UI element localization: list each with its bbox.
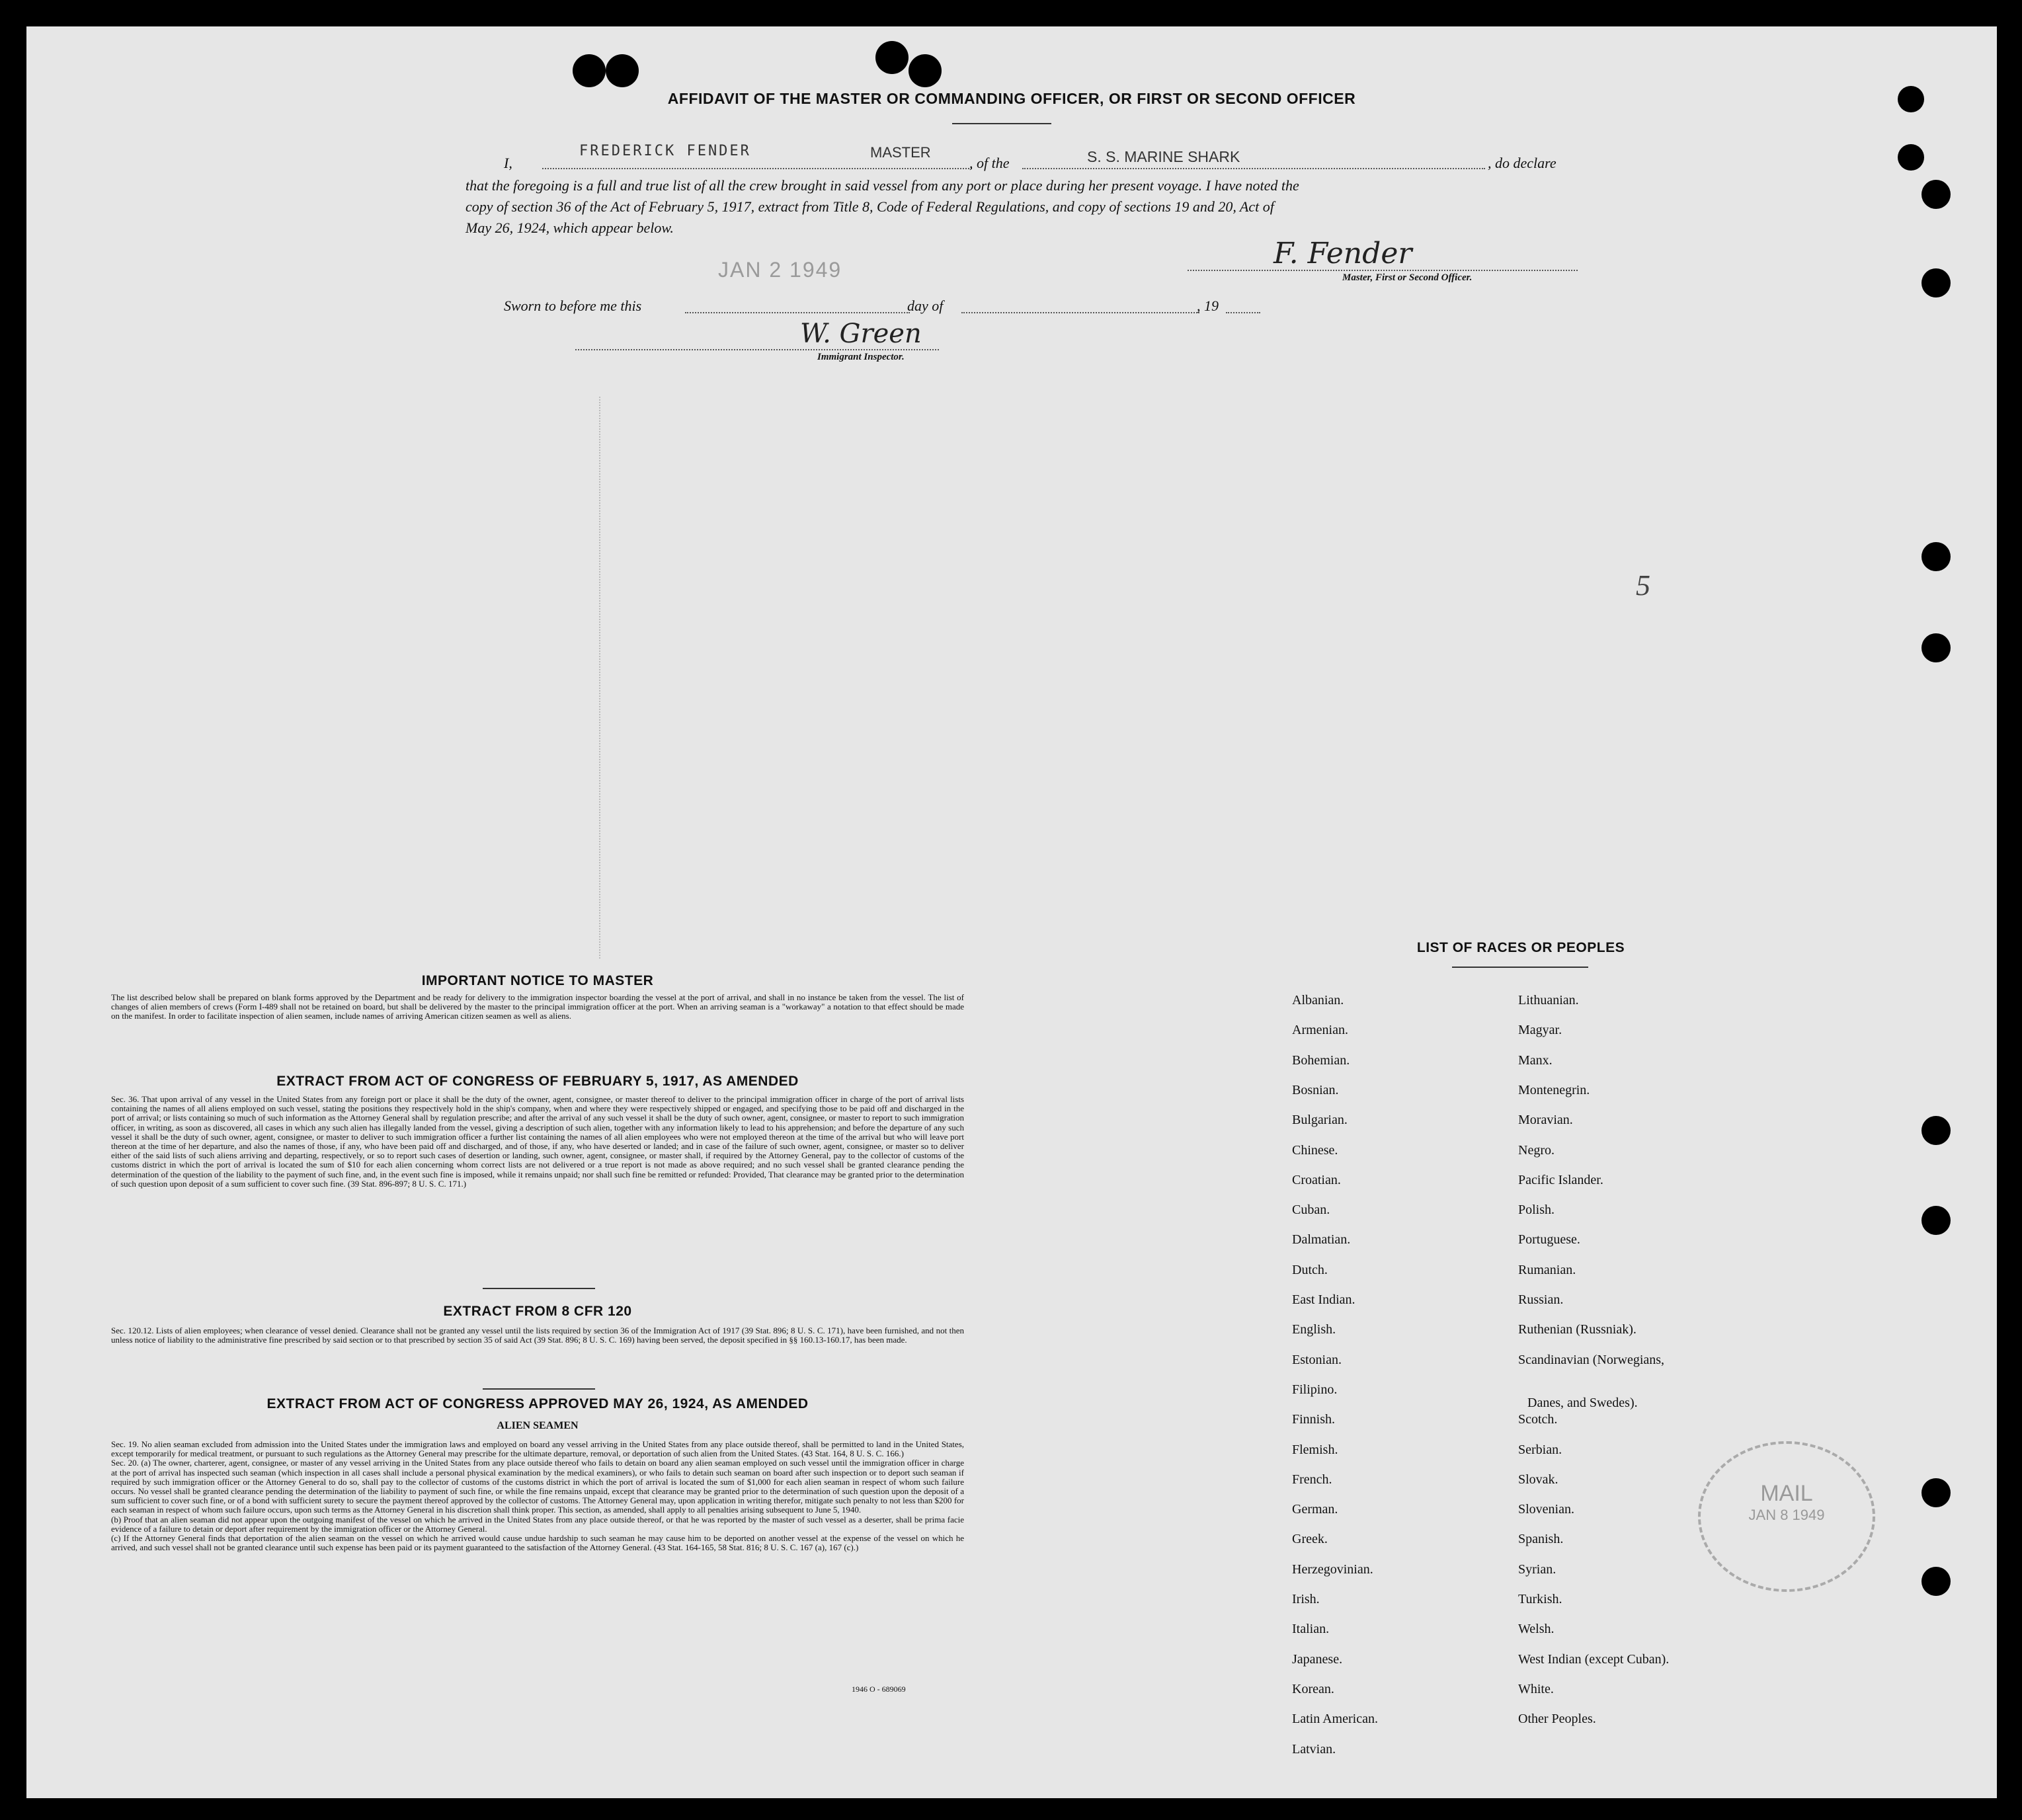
race-item: West Indian (except Cuban). <box>1518 1651 1670 1667</box>
race-item: Moravian. <box>1518 1113 1573 1128</box>
race-item: Irish. <box>1292 1592 1320 1606</box>
race-item: Danes, and Swedes). <box>1527 1395 1638 1410</box>
extract-cfr-body: Sec. 120.12. Lists of alien employees; when clearance of vessel denied. Clearance shall not be granted any vessel until the lists required by section 36 of the Immigration Act of 1917 (39 Stat. 896; 8 U. S. C. 171), have been furnished, and not then unless notice of liability to the administrative fine prescribed by said section or to that prescribed by section 35 of said Act (39 Stat. 896; 8 U. S. C. 169) having been served, the deposit specified in §§ 160.13-160.17, has been made. <box>111 1325 964 1345</box>
race-item: Manx. <box>1518 1052 1553 1068</box>
race-item: Pacific Islander. <box>1518 1172 1603 1187</box>
punch-hole <box>573 54 606 87</box>
race-item: Bosnian. <box>1292 1082 1339 1097</box>
divider <box>483 1388 595 1390</box>
race-item: Estonian. <box>1292 1352 1342 1367</box>
race-item: Armenian. <box>1292 1023 1348 1038</box>
race-item: Chinese. <box>1292 1142 1338 1158</box>
race-item: Serbian. <box>1518 1442 1562 1457</box>
sworn-month-line <box>961 312 1199 313</box>
notice-body: The list described below shall be prepared on blank forms approved by the Department and be ready for delivery to the immigration inspector boarding the vessel at the port of arrival, and shall in no instance be taken from the vessel. The list of changes of alien members of crews (Form I-489 shall not be retained on board, but shall be delivered by the master to the principal immigration officer at the port. When an arriving seaman is a "workaway" a notation to that effect should be made on the manifest. In order to facilitate inspection of alien seamen, include names of arriving American citizen seamen as well as aliens. <box>111 992 964 1021</box>
race-item: Bohemian. <box>1292 1052 1350 1068</box>
postmark-stamp <box>1698 1441 1875 1592</box>
race-item: East Indian. <box>1292 1292 1355 1307</box>
race-item: Syrian. <box>1518 1562 1557 1577</box>
race-item: Scotch. <box>1518 1412 1558 1427</box>
punch-hole <box>1921 542 1951 571</box>
vessel-line <box>1022 168 1485 169</box>
punch-hole <box>1921 1478 1951 1507</box>
postmark-line-1: MAIL <box>1760 1481 1813 1506</box>
sworn-year-line <box>1226 312 1260 313</box>
affidavit-line-4: May 26, 1924, which appear below. <box>465 219 674 236</box>
race-item: Italian. <box>1292 1622 1330 1637</box>
punch-hole <box>1921 1567 1951 1596</box>
race-item: Lithuanian. <box>1518 993 1579 1008</box>
extract-1917-body: Sec. 36. That upon arrival of any vessel in the United States from any foreign port or place it shall be the duty of the owner, agent, consignee, or master thereof to deliver to the principal immigration officer in charge of the port of arrival lists containing the names of all aliens employed on such vessel, stating the positions they respectively hold in the ship's company, when and where they were respectively shipped or engaged, and specifying those to be paid off and discharged in the port of arrival; or lists containing so much of such information as the Attorney General shall by regulation prescribe; and after the arrival of any such vessel it shall be the duty of such owner, agent, consignee, or master to report to such immigration officer, in writing, as soon as discovered, all cases in which any such alien has illegally landed from the vessel, giving a description of such alien, together with any information likely to lead to his apprehension; and before the departure of any such vessel it shall be the duty of such owner, agent, consignee, or master to deliver to such immigration officer a further list containing the names of all alien employees who were not employed thereon at the time of the arrival but who will leave port thereon at the time of her departure, and also the names of those, if any, who have been paid off and discharged, and of those, if any, who have deserted or landed; and in case of the failure of such owner, agent, consignee, or master so to deliver either of the said lists of such aliens arriving and departing, respectively, or so to report such cases of desertion or landing, such owner, agent, consignee, or master shall, if required by the Attorney General, pay to the collector of customs of the customs district in which the port of arrival is located the sum of $10 for each alien concerning whom correct lists are not delivered or a true report is not made as above required; and no such vessel shall be granted clearance pending the determination of the question of the liability to the payment of such fine, and, in the event such fine is imposed, while it remains unpaid; nor shall such fine be remitted or refunded: Provided, That clearance may be granted prior to the determination of such question upon deposit of a sum sufficient to cover such fine. (39 Stat. 896-897; 8 U. S. C. 171.) <box>111 1094 965 1189</box>
master-signature: F. Fender <box>1274 237 1412 270</box>
column-guide <box>599 397 600 959</box>
race-item: Flemish. <box>1292 1442 1338 1457</box>
affidavit-heading: AFFIDAVIT OF THE MASTER OR COMMANDING OFFICER, OR FIRST OR SECOND OFFICER <box>667 90 1356 107</box>
race-item: Ruthenian (Russniak). <box>1518 1322 1637 1337</box>
race-item: English. <box>1292 1322 1336 1337</box>
race-item: Portuguese. <box>1518 1232 1580 1247</box>
punch-hole <box>909 54 942 87</box>
punch-hole <box>1921 633 1951 662</box>
punch-hole <box>606 54 639 87</box>
master-name-field: FREDERICK FENDER <box>579 143 751 159</box>
race-item: Spanish. <box>1518 1532 1564 1547</box>
vessel-name-field: S. S. MARINE SHARK <box>1087 148 1240 165</box>
print-code: 1946 O - 689069 <box>852 1684 906 1694</box>
sworn-label: Sworn to before me this <box>504 297 642 314</box>
do-declare-label: , do declare <box>1488 155 1557 171</box>
year-label: , 19 <box>1197 297 1219 314</box>
race-item: Other Peoples. <box>1518 1712 1596 1727</box>
races-heading: LIST OF RACES OR PEOPLES <box>1416 940 1625 955</box>
race-item: Magyar. <box>1518 1023 1562 1038</box>
received-date-stamp: JAN 2 1949 <box>718 258 842 282</box>
race-item: Albanian. <box>1292 993 1344 1008</box>
race-item: Rumanian. <box>1518 1262 1576 1277</box>
of-the-label: , of the <box>969 155 1010 171</box>
race-item: Korean. <box>1292 1681 1334 1696</box>
race-item: Turkish. <box>1518 1592 1562 1606</box>
race-item: Latin American. <box>1292 1712 1378 1727</box>
extract-1924-body: Sec. 19. No alien seaman excluded from admission into the United States under the immigration laws and employed on board any vessel arriving in the United States from any place outside thereof, shall be permitted to land in the United States, except temporarily for medical treatment, or pursuant to such regulations as the Attorney General may prescribe for the ultimate departure, removal, or deportation of such alien from the United States. (43 Stat. 164, 8 U. S. C. 166.) Sec. 20. (a) The owner, charterer, agent, consignee, or master of any vessel arriving in the United States from any place outside thereof who fails to detain on board any alien seaman employed on such vessel until the immigration officer in charge at the port of arrival has inspected such seaman (which inspection in all cases shall include a personal physical examination by the medical examiners), or who fails to detain such seaman on board after such inspection or to deport such seaman if required by such immigration officer or the Attorney General to do so, shall pay to the collector of customs of the customs district in which the port of arrival is located the sum of $1,000 for each alien seaman in respect of whom such failure occurs. No vessel shall be granted clearance pending the determination of the liability to payment of such fine, or while the fine remains unpaid, except that clearance may be granted prior to the determination of such question upon the deposit of a sum sufficient to cover such fine, or of a bond with sufficient surety to secure the payment thereof approved by the collector of customs. The Attorney General may, upon application in writing therefor, mitigate such penalty to not less than $200 for each seaman in respect of whom such failure occurs, upon such terms as the Attorney General in his discretion shall think proper. This section, as amended, shall apply to all penalties arising subsequent to June 5, 1940. (b) Proof that an alien seaman did not appear upon the outgoing manifest of the vessel on which he arrived in the United States from any place outside thereof, or that he was reported by the master of such vessel as a deserter, shall be prima facie evidence of a failure to detain or deport after requirement by the immigration officer or the Attorney General. (c) If the Attorney General finds that deportation of the alien seaman on the vessel on which he arrived would cause undue hardship to such seaman he may cause him to be deported on another vessel at the expense of the vessel on which he arrived, and such vessel shall not be granted clearance until such expense has been paid or its payment guaranteed to the satisfaction of the Attorney General. (43 Stat. 164-165, 58 Stat. 816; 8 U. S. C. 167 (a), 167 (c).) <box>111 1439 964 1553</box>
inspector-caption: Immigrant Inspector. <box>817 352 905 362</box>
race-item: Scandinavian (Norwegians, <box>1518 1352 1665 1367</box>
race-item: French. <box>1292 1472 1332 1487</box>
master-caption: Master, First or Second Officer. <box>1342 272 1473 283</box>
race-item: Herzegovinian. <box>1292 1562 1373 1577</box>
sworn-day-line <box>685 312 910 313</box>
race-item: Finnish. <box>1292 1412 1336 1427</box>
inspector-signature-line <box>575 349 939 350</box>
notice-heading: IMPORTANT NOTICE TO MASTER <box>421 973 654 988</box>
race-item: Latvian. <box>1292 1741 1336 1757</box>
inspector-signature: W. Green <box>800 319 922 349</box>
race-item: Filipino. <box>1292 1382 1338 1397</box>
race-item: Slovak. <box>1518 1472 1558 1487</box>
punch-hole <box>1921 1206 1951 1235</box>
race-item: Negro. <box>1518 1142 1555 1158</box>
race-item: Slovenian. <box>1518 1502 1574 1517</box>
affidavit-line-3: copy of section 36 of the Act of February 5, 1917, extract from Title 8, Code of Federal Regulations, and copy of sections 19 and 20, Act of <box>465 198 1274 215</box>
rank-field: MASTER <box>870 144 931 161</box>
day-of-label: day of <box>907 297 944 314</box>
race-item: Dutch. <box>1292 1262 1328 1277</box>
race-item: Bulgarian. <box>1292 1113 1348 1128</box>
extract-cfr-heading: EXTRACT FROM 8 CFR 120 <box>443 1304 632 1319</box>
race-item: Montenegrin. <box>1518 1082 1590 1097</box>
race-item: Polish. <box>1518 1203 1555 1218</box>
affidavit-line-2: that the foregoing is a full and true list of all the crew brought in said vessel from any port or place during her present voyage. I have noted the <box>465 177 1299 194</box>
document-page <box>26 26 1997 1798</box>
race-item: Cuban. <box>1292 1203 1330 1218</box>
race-item: White. <box>1518 1681 1554 1696</box>
punch-hole <box>1921 180 1951 209</box>
postmark-line-2: JAN 8 1949 <box>1748 1507 1825 1523</box>
divider <box>1452 967 1588 968</box>
race-item: Croatian. <box>1292 1172 1341 1187</box>
race-item: Russian. <box>1518 1292 1564 1307</box>
divider <box>483 1288 595 1289</box>
name-line <box>542 168 972 169</box>
margin-handwritten-note: 5 <box>1636 569 1650 602</box>
extract-1924-heading: EXTRACT FROM ACT OF CONGRESS APPROVED MAY 26, 1924, AS AMENDED <box>266 1396 809 1411</box>
extract-1924-subheading: ALIEN SEAMEN <box>497 1420 579 1431</box>
race-item: Dalmatian. <box>1292 1232 1351 1247</box>
punch-hole <box>1898 144 1924 171</box>
punch-hole <box>1921 268 1951 297</box>
divider <box>952 123 1051 124</box>
race-item: Welsh. <box>1518 1622 1555 1637</box>
extract-1917-heading: EXTRACT FROM ACT OF CONGRESS OF FEBRUARY 5, 1917, AS AMENDED <box>276 1074 799 1089</box>
affidavit-i-label: I, <box>504 155 512 171</box>
punch-hole <box>1921 1116 1951 1145</box>
punch-hole <box>875 41 909 74</box>
race-item: German. <box>1292 1502 1338 1517</box>
race-item: Japanese. <box>1292 1651 1343 1667</box>
race-item: Greek. <box>1292 1532 1328 1547</box>
